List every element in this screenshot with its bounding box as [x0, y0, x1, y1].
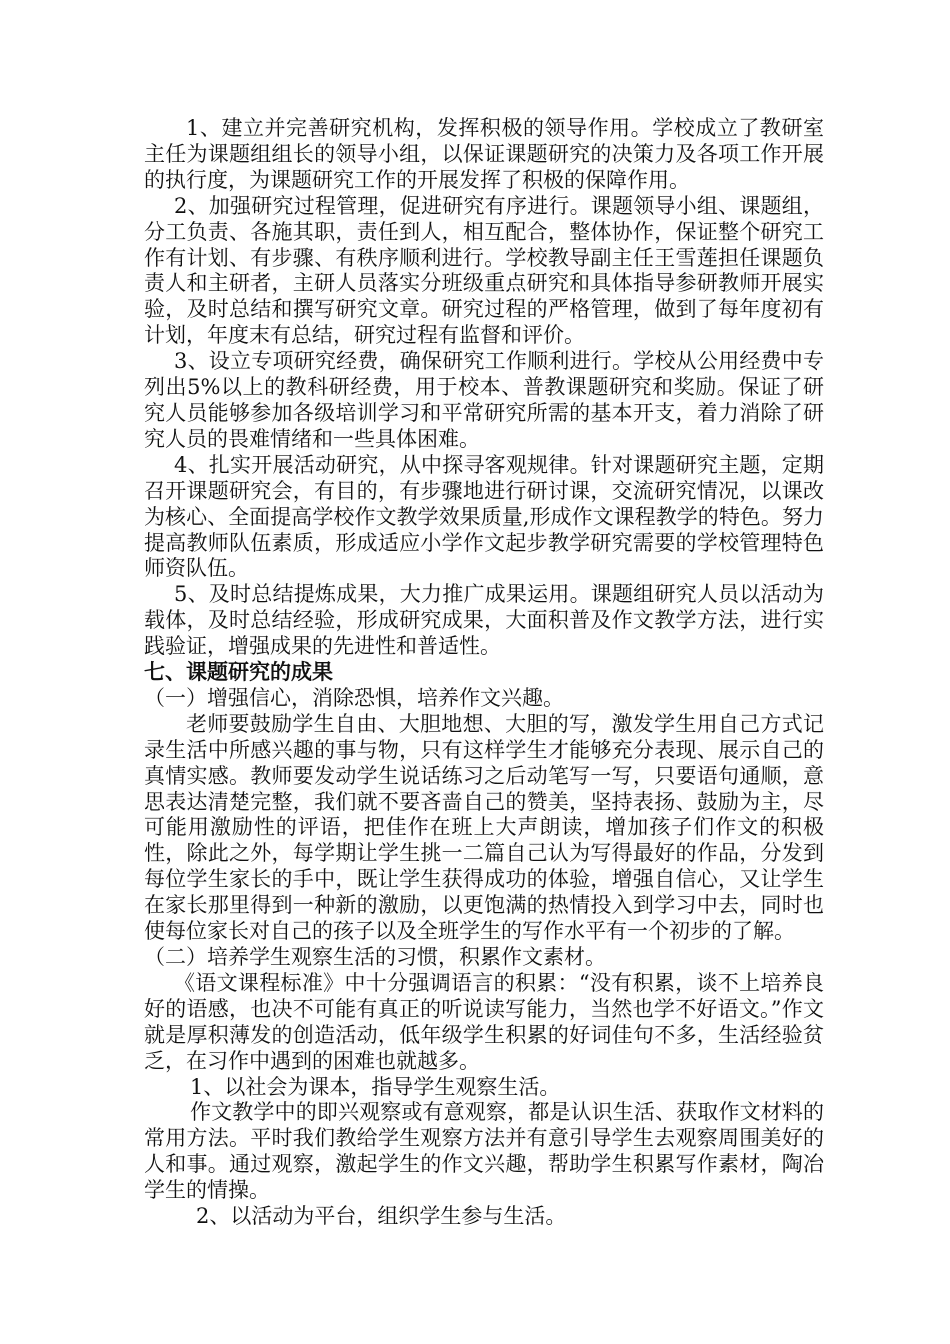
section-heading: 七、课题研究的成果 — [144, 660, 333, 685]
paragraph-item1: 作文教学中的即兴观察或有意观察，都是认识生活、获取作文材料的常用方法。平时我们教给学生观察方法并有意引导学生去观察周围美好的人和事。通过观察，激起学生的作文兴趣，帮助学生积累写作素材，陶冶学生的情操。 — [144, 1100, 824, 1203]
subheading-2: （二）培养学生观察生活的习惯，积累作文素材。 — [144, 945, 606, 969]
document-page — [144, 116, 824, 1230]
paragraph-sub1: 老师要鼓励学生自由、大胆地想、大胆的写，激发学生用自己方式记录生活中所感兴趣的事与物，只有这样学生才能够充分表现、展示自己的真情实感。教师要发动学生说话练习之后动笔写一写，只要语句通顺，意思表达清楚完整，我们就不要吝啬自己的赞美，坚持表扬、鼓励为主，尽可能用激励性的评语，把佳作在班上大声朗读，增加孩子们作文的积极性，除此之外，每学期让学生挑一二篇自己认为写得最好的作品，分发到每位学生家长的手中，既让学生获得成功的体验，增强自信心，又让学生在家长那里得到一种新的激励，以更饱满的热情投入到学习中去，同时也使每位家长对自己的孩子以及全班学生的写作水平有一个初步的了解。 — [144, 711, 824, 944]
paragraph-5: 5、及时总结提炼成果，大力推广成果运用。课题组研究人员以活动为载体，及时总结经验，形成研究成果，大面积普及作文教学方法，进行实践验证，增强成果的先进性和普适性。 — [144, 582, 824, 659]
paragraph-1: 1、建立并完善研究机构，发挥积极的领导作用。学校成立了教研室主任为课题组组长的领导小组，以保证课题研究的决策力及各项工作开展的执行度，为课题研究工作的开展发挥了积极的保障作用。 — [144, 116, 824, 192]
item-2-title: 2、以活动为平台，组织学生参与生活。 — [196, 1204, 567, 1229]
paragraph-3: 3、设立专项研究经费，确保研究工作顺利进行。学校从公用经费中专列出5%以上的教科研经费，用于校本、普教课题研究和奖励。保证了研究人员能够参加各级培训学习和平常研究所需的基本开支，着力消除了研究人员的畏难情绪和一些具体困难。 — [144, 349, 824, 451]
paragraph-4: 4、扎实开展活动研究，从中探寻客观规律。针对课题研究主题，定期召开课题研究会，有目的，有步骤地进行研讨课，交流研究情况，以课改为核心、全面提高学校作文教学效果质量,形成作文课程教学的特色。努力提高教师队伍素质，形成适应小学作文起步教学研究需要的学校管理特色师资队伍。 — [144, 452, 824, 581]
paragraph-2: 2、加强研究过程管理，促进研究有序进行。课题领导小组、课题组，分工负责、各施其职，责任到人，相互配合，整体协作，保证整个研究工作有计划、有步骤、有秩序顺利进行。学校教导副主任王雪莲担任课题负责人和主研者，主研人员落实分班级重点研究和具体指导参研教师开展实验，及时总结和撰写研究文章。研究过程的严格管理，做到了每年度初有计划，年度末有总结，研究过程有监督和评价。 — [144, 193, 824, 348]
subheading-1: （一）增强信心，消除恐惧，培养作文兴趣。 — [144, 685, 564, 710]
paragraph-sub2: 《语文课程标准》中十分强调语言的积累：“没有积累，谈不上培养良好的语感，也决不可能有真正的听说读写能力，当然也学不好语文。”作文就是厚积薄发的创造活动，低年级学生积累的好词佳句不多，生活经验贫乏，在习作中遇到的困难也就越多。 — [144, 970, 824, 1073]
item-1-title: 1、以社会为课本，指导学生观察生活。 — [190, 1074, 561, 1099]
